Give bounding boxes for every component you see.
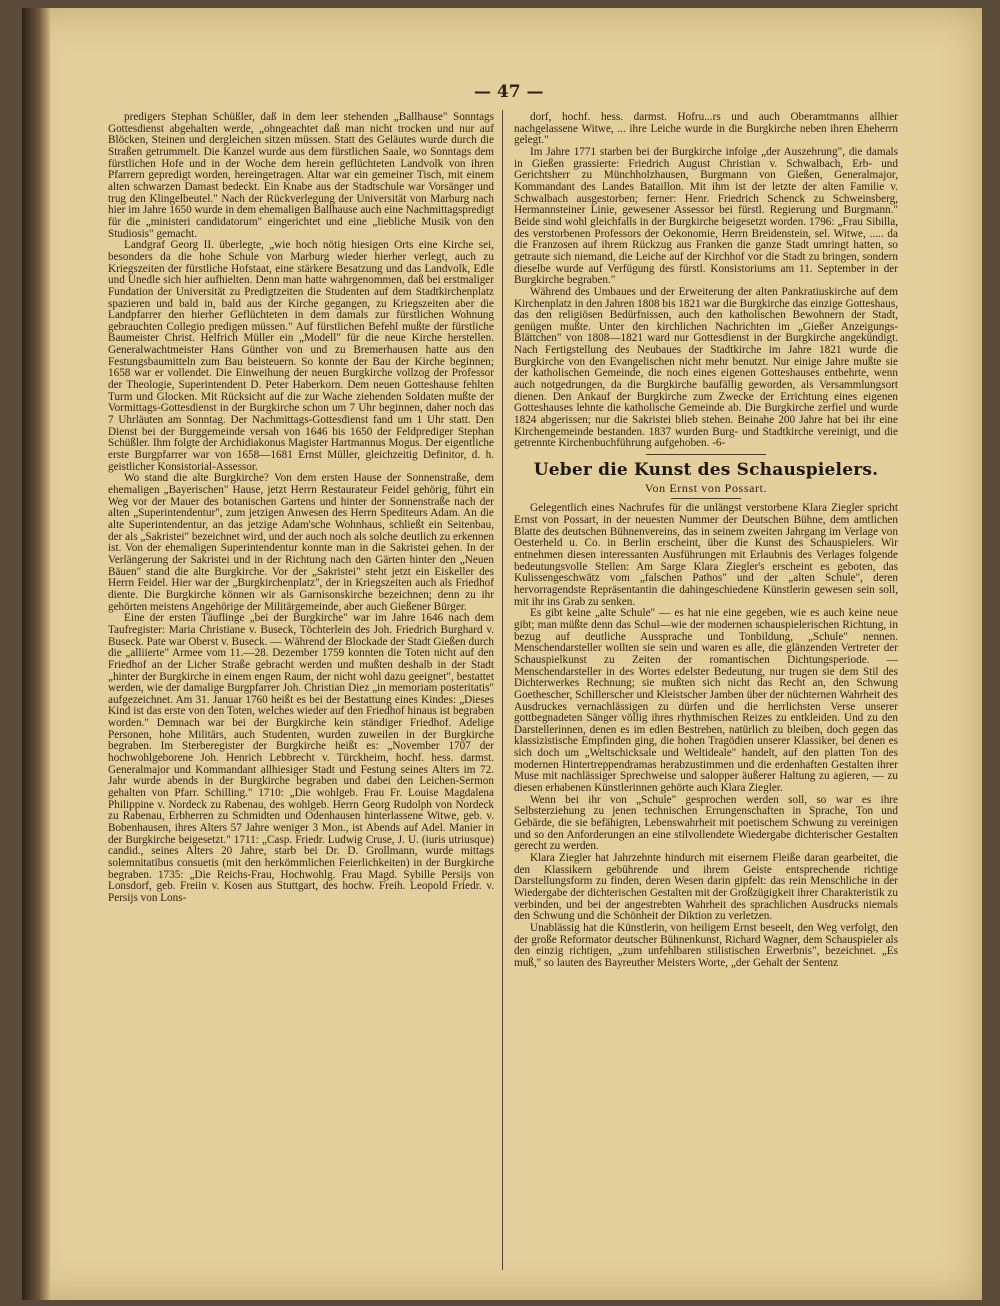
paragraph: Im Jahre 1771 starben bei der Burgkirche infolge „der Auszehrung", die damals in Gießen grassierte: Friedrich August Christian v. Schwalbach, Erb- und Gerichtsherr zu Münchholzhausen, Burgmann von Gießen, Generalmajor, Kommandant des Landes Bataillon. Mit ihm ist der letzte der alten Familie v. Schwalbach ausgestorben; ferner: Henr. Friedrich Schenck zu Schweinsberg, Hermannsteiner Linie, gewesener Assessor bei fürstl. Regierung und Burgmann." Beide sind wohl gleichfalls in der Burgkirche beigesetzt worden. 1796: „Frau Sibilla, des verstorbenen Professors der Oekonomie, Herrn Breidenstein, sel. Witwe, ..... da die Franzosen auf ihrem Rückzug aus Franken die ganze Stadt umringt hatten, so getraute sich niemand, die Leiche auf der Kirchhof vor die Stadt zu bringen, sondern dieselbe wurde auf Verfügung des fürstl. Konsistoriums am 11. September in der Burgkirche begraben.": [514, 145, 898, 287]
paragraph: Landgraf Georg II. überlegte, „wie hoch nötig hiesigen Orts eine Kirche sei, besonders da die hohe Schule von Marburg wieder hierher verlegt, auch zu Kriegszeiten der fürstliche Hofstaat, eine stärkere Besatzung und das Landvolk, Edle und Unedle sich hier aufhielten. Denn man hatte wahrgenommen, daß bei erstmaliger Fundation der Universität zu Predigtzeiten die Studenten auf dem Stadtkirchenplatz spazieren und bald in, bald aus der Kirche gegangen, zu Kriegszeiten aber die Landpfarrer den hierher Geflüchteten in dem damals zur fürstlichen Wohnung gebrauchten Collegio predigen müssen." Auf fürstlichen Befehl mußte der fürstliche Baumeister Christ. Helfrich Müller ein „Modell" für die neue Kirche herstellen. Generalwachtmeister Hans Günther von und zu Bremerhausen hatte aus den Festungsbaumitteln zum Bau beisteuern. So konnte der Bau der Kirche beginnen; 1658 war er vollendet. Die Einweihung der neuen Burgkirche vollzog der Professor der Theologie, Superintendent D. Peter Haberkorn. Dem neuen Gotteshause fehlten Turm und Glocken. Mit Rücksicht auf die zur Wache ziehenden Soldaten mußte der Vormittags-Gottesdienst in der Burgkirche schon um 7 Uhr beginnen, daher noch das 7 Uhrläuten am Sonntag. Der Nachmittags-Gottesdienst fand um 1 Uhr statt. Den Dienst bei der Burggemeinde versah von 1646 bis 1650 der Feldprediger Stephan Schüßler. Ihm folgte der Archidiakonus Magister Hartmannus Mogus. Der eigentliche erste Burgpfarrer war von 1658—1681 Ernst Müller, gleichzeitig Definitor, d. h. geistlicher Konsistorial-Assessor.: [108, 239, 494, 473]
column-divider: [502, 110, 503, 1270]
paragraph: Unablässig hat die Künstlerin, von heiligem Ernst beseelt, den Weg verfolgt, den der große Reformator deutscher Bühnenkunst, Richard Wagner, dem Schauspieler als den einzig richtigen, „zum unfehlbaren stilistischen Erwerbnis", bezeichnet. „Es muß," so lauten des Bayreuther Meisters Worte, „der Gehalt der Sentenz: [514, 921, 898, 969]
left-column: [108, 112, 494, 1292]
book-spine: [22, 8, 50, 1300]
paragraph: Klara Ziegler hat Jahrzehnte hindurch mit eisernem Fleiße daran gearbeitet, die den Klassikern gebührende und ihrem Geiste entsprechende richtige Darstellungsform zu finden, deren Wesen darin gipfelt: das rein Menschliche in der Wiedergabe der dichterischen Gestalten mit der Großzügigkeit ihrer Charakteristik zu verbinden, und bei der angestrebten Wahrheit des sprachlichen Ausdrucks niemals den Schwung und die Schönheit der Diktion zu verletzen.: [514, 852, 898, 923]
paragraph: Gelegentlich eines Nachrufes für die unlängst verstorbene Klara Ziegler spricht Ernst von Possart, in der neuesten Nummer der Deutschen Bühne, dem amtlichen Blatte des deutschen Bühnenvereins, das in seinem zweiten Jahrgang im Verlage von Oesterheld u. Co. in Berlin erscheint, über die Kunst des Schauspielers. Wir entnehmen diesen interessanten Ausführungen mit Erlaubnis des Verlages folgende bedeutungsvolle Stellen: Am Sarge Klara Ziegler's erscheint es geboten, das Kulissengeschwätz vom „falschen Pathos" und der „alten Schule", deren hervorragendste Repräsentantin die dahingeschiedene Künstlerin gewesen sein soll, mit ihr ins Grab zu senken.: [514, 502, 898, 608]
newspaper-page: [22, 8, 982, 1300]
paragraph: Eine der ersten Täuflinge „bei der Burgkirche" war im Jahre 1646 nach dem Taufregister: Maria Christiane v. Buseck, Töchterlein des Joh. Friedrich Burghard v. Buseck. Pate war Oberst v. Buseck. — Während der Blockade der Stadt Gießen durch die „alliierte" Armee vom 11.—28. Dezember 1759 konnten die Toten nicht auf den Friedhof an der Licher Straße gebracht werden und mußten deshalb in der Stadt „hinter der Burgkirche in einem engen Raum, der nicht wohl dazu geeignet", bestattet werden, wie der damalige Burgpfarrer Joh. Christian Diez „in memoriam posteritatis" aufgezeichnet. Am 31. Januar 1760 heißt es bei der Bestattung eines Kindes: „Dieses Kind ist das erste von den Toten, welches wieder auf den Friedhof hinaus ist begraben worden." Demnach war bei der Burgkirche kein ständiger Friedhof. Adelige Personen, hohe Militärs, auch Studenten, wurden zuweilen in der Burgkirche begraben. Im Sterberegister der Burgkirche heißt es: „November 1707 der hochwohlgeborene Joh. Henrich Lebbrecht v. Türckheim, hochf. hess. darmst. Generalmajor und Kommandant allhiesiger Stadt und Festung seines Alters im 72. Jahr wurde abends in der Burgkirche begraben und dabei den Leichen-Sermon gehalten von Pfarr. Schilling." 1710: „Die wohlgeb. Frau Fr. Louise Magdalena Philippine v. Nordeck zu Rabenau, des wohlgeb. Herrn Georg Rudolph von Nordeck zu Rabenau, Erbherren zu Schmidten und Odenhausen hinterlassene Witwe, geb. v. Bobenhausen, ihres Alters 57 Jahre weniger 3 Mon., ist Abends auf Adel. Manier in der Burgkirche beigesetzt." 1711: „Casp. Friedr. Ludwig Cruse, J. U. (iuris utriusque) candid., seines Alters 20 Jahre, starb bei Dr. D. Grollmann, wurde mittags solemnitatibus consuetis (mit den herkömmlichen Feierlichkeiten) in der Burgkirche begraben. 1735: „Die Reichs-Frau, Hochwohlg. Frau Magd. Sybille Persijs von Lonsdorf, geb. Freiin v. Kosen aus Stuttgart, des hochw. Freih. Leopold Friedr. v. Persijs von Lons-: [108, 612, 494, 904]
paragraph: dorf, hochf. hess. darmst. Hofru...rs und auch Oberamtmanns allhier nachgelassene Witwe, ... ihre Leiche wurde in die Burgkirche neben ihren Eheherrn gelegt.": [514, 112, 898, 147]
page-number: — 47 —: [474, 82, 544, 102]
paragraph: Es gibt keine „alte Schule" — es hat nie eine gegeben, wie es auch keine neue gibt; man müßte denn das Schul—wie der modernen schauspielerischen Richtung, in bezug auf deutliche Aussprache und Tonbildung, „Schule" nennen. Menschendarsteller wollten sie sein und waren es alle, die glänzenden Vertreter der Schauspielkunst zu Zeiten der romantischen Dichtungsperiode. — Menschendarsteller in des Wortes edelster Bedeutung, nur trugen sie dem Stil des Dichterwerkes Rechnung; sie mußten sich nicht das Recht an, den Schwung Goethescher, Schillerscher und Kleistscher Jamben über der nüchternen Wahrheit des Ausdruckes vernachlässigen zu dürfen und die herrlichsten Verse unserer gottbegnadeten Sänger völlig ihres rhythmischen Reizes zu entkleiden. Und zu den Darstellerinnen, denen es im edlen Bestreben, natürlich zu bleiben, doch gegen das klassizistische Empfinden ging, die hohen Tragödien unserer Klassiker, bei denen es sich doch um „Weltschicksale und Weltideale" handelt, auf den platten Ton des modernen Hintertreppendramas herabzustimmen und die erdenhaften Gestalten ihrer Muse mit nachlässiger Sprechweise und salopper äußerer Haltung zu agieren, — zu diesen erhabenen Künstlerinnen gehörte auch Klara Ziegler.: [514, 607, 898, 795]
paragraph: predigers Stephan Schüßler, daß in dem leer stehenden „Ballhause" Sonntags Gottesdienst abgehalten werde, „ohngeachtet daß man nicht trocken und nur auf Blöcken, Steinen und dergleichen sitzen müssen. Statt des Geläutes wurde durch die Straßen getrummelt. Die Kanzel wurde aus dem fürstlichen Saale, wo Sonntags dem fürstlichen Hofe und in der Woche dem herein geflüchteten Landvolk von ihren Pfarrern gepredigt worden, hereingetragen. Altar war ein gemeiner Tisch, mit einem alten schwarzen Damast bedeckt. Ein Knabe aus der Stadtschule war Vorsänger und trug den Klingelbeutel." Nach der Rückverlegung der Universität von Marburg nach hier im Jahre 1650 wurde in dem ehemaligen Ballhause auch eine Nachmittagspredigt für die „ministeri candidatorum" eingerichtet und eine „liebliche Musik von den Studiosis" gemacht.: [108, 112, 494, 240]
paragraph: Wo stand die alte Burgkirche? Von dem ersten Hause der Sonnenstraße, dem ehemaligen „Bayerischen" Hause, jetzt Herrn Restaurateur Feidel gehörig, führt ein Weg vor der Mauer des botanischen Gartens und hinter der Sonnenstraße nach der alten „Superintendentur", zum jetzigen Anwesen des Herrn Spediteurs Adam. An die alte Superintendentur, an das jetzige Adam'sche Wohnhaus, schließt ein Seitenbau, der als „Sakristei" bezeichnet wird, und der auch noch als solche deutlich zu erkennen ist. Von der ehemaligen Superintendentur konnte man in die Sakristei gehen. In der Verlängerung der Sakristei und in der Richtung nach den Gärten hinter den „Neuen Bäuen" stand die alte Burgkirche. Vor der „Sakristei" steht jetzt ein Eiskeller des Herrn Feidel. Hier war der „Burgkirchenplatz", der in Kriegszeiten auch als Friedhof diente. Die Burgkirche können wir als Garnisonskirche bezeichnen; denn zu ihr gehörten meistens Angehörige der Militärgemeinde, aber auch Gießener Bürger.: [108, 472, 494, 613]
article-byline: Von Ernst von Possart.: [644, 480, 768, 495]
right-column: [514, 112, 898, 1292]
article-title: Ueber die Kunst des Schauspielers.: [533, 460, 879, 481]
title-rule: [646, 454, 766, 455]
byline-rule: [671, 498, 741, 499]
paragraph: Während des Umbaues und der Erweiterung der alten Pankratiuskirche auf dem Kirchenplatz in den Jahren 1808 bis 1821 war die Burgkirche das einzige Gotteshaus, das den religiösen Bedürfnissen, auch den katholischen Bewohnern der Stadt, genügen mußte. Unter den kirchlichen Nachrichten im „Gießer Anzeigungs-Blättchen" von 1808—1821 ward nur Gottesdienst in der Burgkirche angekündigt. Nach Fertigstellung des Neubaues der Stadtkirche im Jahre 1821 wurde die Burgkirche von den Evangelischen nicht mehr benutzt. Nur einige Jahre mußte sie der katholischen Gemeinde, die noch eines eigenen Gotteshauses entbehrte, wenn auch notgedrungen, da die Burgkirche baufällig geworden, als Versammlungsort dienen. Den Ankauf der Burgkirche zum Zwecke der Errichtung eines eigenen Gotteshauses lehnte die katholische Gemeinde ab. Die Burgkirche zerfiel und wurde 1824 abgerissen; nur die Sakristei blieb stehen. Beinahe 200 Jahre hat bei ihr eine Kirchengemeinde bestanden. 1837 wurden Burg- und Stadtkirche vereinigt, und die getrennte Kirchenbuchführung aufgehoben. -6-: [514, 285, 898, 450]
paragraph: Wenn bei ihr von „Schule" gesprochen werden soll, so war es ihre Selbsterziehung zu jenen technischen Errungenschaften in Sprache, Ton und Gebärde, die sie befähigten, Lebenswahrheit mit poetischem Schwung zu vereinigen und so den Anforderungen an eine stilvollendete Wiedergabe dichterischer Gestalten gerecht zu werden.: [514, 793, 898, 853]
